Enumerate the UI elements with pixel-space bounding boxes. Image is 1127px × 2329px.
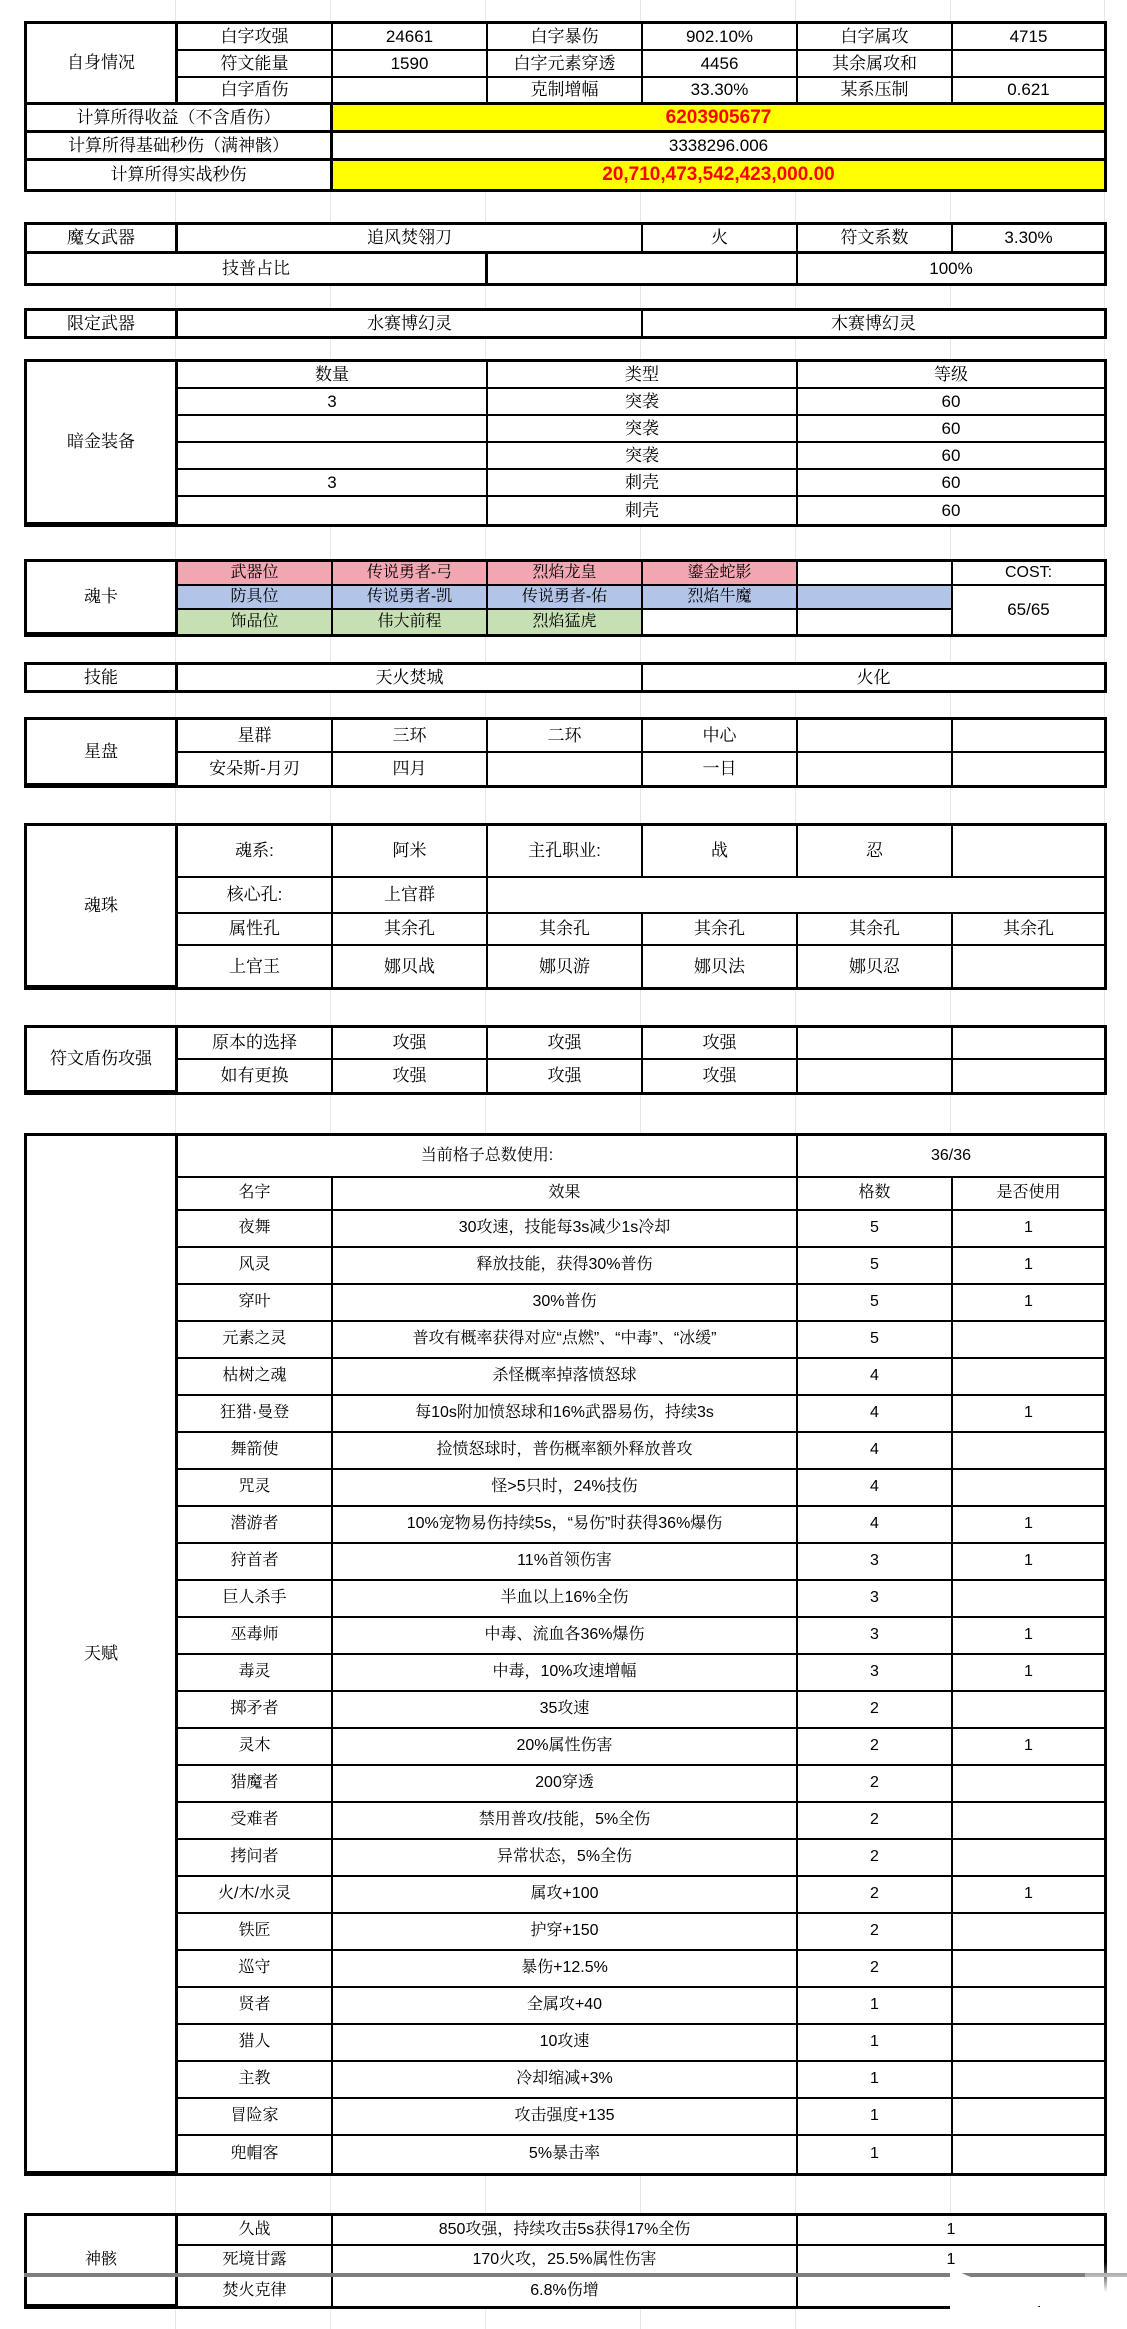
talent-name: 元素之灵 — [178, 1322, 333, 1359]
soul-card-slot: 防具位 — [178, 586, 333, 610]
talent-cells: 2 — [798, 1692, 953, 1729]
limited-weapon-left: 水赛博幻灵 — [178, 311, 643, 336]
talent-effect: 护穿+150 — [333, 1914, 798, 1951]
talent-name: 拷问者 — [178, 1840, 333, 1877]
section-label-relics: 神骸 — [27, 2216, 178, 2306]
talent-name: 巨人杀手 — [178, 1581, 333, 1618]
soul-bead-table — [24, 823, 1107, 990]
talent-used: 1 — [953, 1544, 1104, 1581]
talent-used — [953, 1951, 1104, 1988]
stat-label: 某系压制 — [798, 78, 953, 105]
stat-value: 0.621 — [953, 78, 1104, 105]
bead-cell: 其余孔 — [643, 914, 798, 946]
section-label-limited-weapon: 限定武器 — [27, 311, 178, 336]
dark-gold-gear-table — [24, 359, 1107, 527]
gear-qty — [178, 443, 488, 470]
talent-name: 潜游者 — [178, 1507, 333, 1544]
star-disc-table — [24, 717, 1107, 788]
bead-cell: 战 — [643, 826, 798, 878]
talent-effect: 攻击强度+135 — [333, 2099, 798, 2136]
gear-type: 突袭 — [488, 389, 798, 416]
talent-name: 巫毒师 — [178, 1618, 333, 1655]
section-label-star-disc: 星盘 — [27, 720, 178, 785]
talent-effect: 中毒，10%攻速增幅 — [333, 1655, 798, 1692]
talent-effect: 11%首领伤害 — [333, 1544, 798, 1581]
bead-cell: 其余孔 — [798, 914, 953, 946]
talent-cells: 3 — [798, 1655, 953, 1692]
talent-used: 1 — [953, 1877, 1104, 1914]
soul-card-slot: 饰品位 — [178, 610, 333, 634]
talent-used — [953, 2136, 1104, 2173]
column-header: 是否使用 — [953, 1178, 1104, 1211]
soul-card: 传说勇者-弓 — [333, 562, 488, 586]
talent-used: 1 — [953, 1285, 1104, 1322]
talent-cells: 1 — [798, 2136, 953, 2173]
talent-name: 夜舞 — [178, 1211, 333, 1248]
white-fade-artifact — [1085, 2262, 1127, 2329]
star-cell: 安朵斯-月刃 — [178, 753, 333, 785]
stat-label: 其余属攻和 — [798, 51, 953, 78]
rune-cell: 原本的选择 — [178, 1028, 333, 1060]
star-cell: 三环 — [333, 720, 488, 753]
talent-effect: 半血以上16%全伤 — [333, 1581, 798, 1618]
talent-effect: 10%宠物易伤持续5s，“易伤”时获得36%爆伤 — [333, 1507, 798, 1544]
star-cell: 二环 — [488, 720, 643, 753]
skill-left: 天火焚城 — [178, 665, 643, 690]
talent-cells: 4 — [798, 1396, 953, 1433]
talent-cells: 1 — [798, 1988, 953, 2025]
rune-cell: 攻强 — [643, 1028, 798, 1060]
relic-table — [24, 2213, 1107, 2309]
bead-cell: 娜贝忍 — [798, 946, 953, 987]
bead-cell: 上官群 — [333, 878, 488, 914]
section-label-talents: 天赋 — [27, 1136, 178, 2173]
rune-cell: 如有更换 — [178, 1060, 333, 1092]
soul-card: 烈焰龙皇 — [488, 562, 643, 586]
relic-used: 1 — [798, 2246, 1104, 2276]
talent-name: 毒灵 — [178, 1655, 333, 1692]
relic-effect: 850攻强，持续攻击5s获得17%全伤 — [333, 2216, 798, 2246]
talent-effect: 异常状态，5%全伤 — [333, 1840, 798, 1877]
talent-cells: 4 — [798, 1507, 953, 1544]
rune-cell — [953, 1028, 1104, 1060]
talent-effect: 每10s附加愤怒球和16%武器易伤，持续3s — [333, 1396, 798, 1433]
talent-name: 猎人 — [178, 2025, 333, 2062]
bead-cell: 主孔职业: — [488, 826, 643, 878]
talent-used: 1 — [953, 1729, 1104, 1766]
star-cell: 星群 — [178, 720, 333, 753]
gear-level: 60 — [798, 416, 1104, 443]
talent-effect: 30%普伤 — [333, 1285, 798, 1322]
gear-type: 刺壳 — [488, 497, 798, 524]
talent-cells: 4 — [798, 1433, 953, 1470]
gear-type: 刺壳 — [488, 470, 798, 497]
talent-effect: 全属攻+40 — [333, 1988, 798, 2025]
talent-used: 1 — [953, 1211, 1104, 1248]
talent-used: 1 — [953, 1618, 1104, 1655]
star-cell — [798, 720, 953, 753]
talent-used — [953, 1581, 1104, 1618]
talent-name: 穿叶 — [178, 1285, 333, 1322]
section-label-dark-gold: 暗金装备 — [27, 362, 178, 524]
talent-cells: 5 — [798, 1285, 953, 1322]
star-cell: 四月 — [333, 753, 488, 785]
limited-weapon-table — [24, 308, 1107, 339]
talent-name: 灵木 — [178, 1729, 333, 1766]
column-header: 格数 — [798, 1178, 953, 1211]
talent-name: 掷矛者 — [178, 1692, 333, 1729]
calc-label: 计算所得收益（不含盾伤） — [27, 105, 333, 133]
gear-qty — [178, 416, 488, 443]
stat-value: 4456 — [643, 51, 798, 78]
talent-effect: 200穿透 — [333, 1766, 798, 1803]
soul-card: 伟大前程 — [333, 610, 488, 634]
gear-level: 60 — [798, 389, 1104, 416]
skill-right: 火化 — [856, 667, 891, 687]
talent-used — [953, 2025, 1104, 2062]
talent-cells: 2 — [798, 1729, 953, 1766]
stat-value: 33.30% — [643, 78, 798, 105]
star-cell: 中心 — [643, 720, 798, 753]
talent-used — [953, 2099, 1104, 2136]
talent-name: 冒险家 — [178, 2099, 333, 2136]
rune-shield-attack-table — [24, 1025, 1107, 1095]
witch-weapon-table — [24, 222, 1107, 286]
talent-used — [953, 1840, 1104, 1877]
bead-cell: 娜贝战 — [333, 946, 488, 987]
talent-used: 1 — [953, 1507, 1104, 1544]
relic-used: 1 — [798, 2216, 1104, 2246]
talent-effect: 怪>5只时，24%技伤 — [333, 1470, 798, 1507]
bead-cell-empty — [488, 878, 1104, 914]
talent-used — [953, 2062, 1104, 2099]
soul-card: 鎏金蛇影 — [643, 562, 798, 586]
talent-effect: 释放技能，获得30%普伤 — [333, 1248, 798, 1285]
talent-name: 受难者 — [178, 1803, 333, 1840]
talent-cells: 3 — [798, 1618, 953, 1655]
talent-cells: 2 — [798, 1840, 953, 1877]
skill-table — [24, 662, 1107, 693]
rune-coef-label: 符文系数 — [798, 225, 953, 254]
gear-qty: 3 — [178, 470, 488, 497]
talent-effect: 20%属性伤害 — [333, 1729, 798, 1766]
rune-cell: 攻强 — [488, 1060, 643, 1092]
stat-value: 1590 — [333, 51, 488, 78]
column-header: 等级 — [798, 362, 1104, 389]
talent-cells: 2 — [798, 1803, 953, 1840]
calc-value-highlight: 6203905677 — [333, 105, 1104, 133]
section-label-skill: 技能 — [27, 665, 178, 690]
skill-ratio-blank — [488, 254, 798, 283]
soul-card-empty — [798, 562, 953, 586]
star-cell — [953, 720, 1104, 753]
gear-type: 突袭 — [488, 443, 798, 470]
section-label-rune-choice: 符文盾伤攻强 — [27, 1028, 178, 1092]
stat-label: 克制增幅 — [488, 78, 643, 105]
talent-name: 舞箭使 — [178, 1433, 333, 1470]
rune-cell: 攻强 — [488, 1028, 643, 1060]
talent-effect: 禁用普攻/技能，5%全伤 — [333, 1803, 798, 1840]
soul-card-empty — [798, 586, 953, 610]
section-label-witch-weapon: 魔女武器 — [27, 225, 178, 254]
skill-ratio-value: 100% — [929, 258, 973, 278]
relic-effect: 6.8%伤增 — [333, 2276, 798, 2306]
talent-name: 巡守 — [178, 1951, 333, 1988]
calc-value: 3338296.006 — [333, 133, 1104, 161]
talent-name: 火/木/水灵 — [178, 1877, 333, 1914]
talent-name: 主教 — [178, 2062, 333, 2099]
talent-cells: 1 — [798, 2062, 953, 2099]
calc-label: 计算所得实战秒伤 — [27, 161, 333, 189]
rune-cell: 攻强 — [333, 1028, 488, 1060]
calc-label: 计算所得基础秒伤（满神骸） — [27, 133, 333, 161]
talent-cells: 2 — [798, 1914, 953, 1951]
soul-card: 烈焰牛魔 — [643, 586, 798, 610]
talent-cells: 3 — [798, 1581, 953, 1618]
bead-cell: 其余孔 — [333, 914, 488, 946]
soul-card-table — [24, 559, 1107, 637]
rune-coef-value: 3.30% — [953, 225, 1104, 254]
self-status-table — [24, 21, 1107, 192]
gear-qty: 3 — [178, 389, 488, 416]
weapon-element: 火 — [643, 225, 798, 254]
talent-used — [953, 1988, 1104, 2025]
rune-cell — [953, 1060, 1104, 1092]
talent-used: 1 — [953, 1655, 1104, 1692]
talent-used — [953, 1914, 1104, 1951]
stat-value — [333, 78, 488, 105]
stat-label: 符文能量 — [178, 51, 333, 78]
gear-level: 60 — [798, 443, 1104, 470]
talent-cells: 1 — [798, 2025, 953, 2062]
bead-cell — [953, 946, 1104, 987]
talent-table — [24, 1133, 1107, 2176]
talent-effect: 中毒、流血各36%爆伤 — [333, 1618, 798, 1655]
gear-type: 突袭 — [488, 416, 798, 443]
stat-value: 4715 — [953, 24, 1104, 51]
talent-used: 1 — [953, 1396, 1104, 1433]
gear-qty — [178, 497, 488, 524]
soul-card-empty — [798, 610, 953, 634]
cost-value: 65/65 — [1007, 600, 1050, 620]
talent-cells: 5 — [798, 1211, 953, 1248]
stat-label: 白字元素穿透 — [488, 51, 643, 78]
soul-card-slot: 武器位 — [178, 562, 333, 586]
bead-cell: 上官王 — [178, 946, 333, 987]
gear-level: 60 — [798, 470, 1104, 497]
stat-label: 白字攻强 — [178, 24, 333, 51]
bead-cell: 阿米 — [333, 826, 488, 878]
talent-name: 狩首者 — [178, 1544, 333, 1581]
talent-effect: 冷却缩减+3% — [333, 2062, 798, 2099]
talent-effect: 35攻速 — [333, 1692, 798, 1729]
talent-cells: 5 — [798, 1322, 953, 1359]
talent-used — [953, 1433, 1104, 1470]
relic-effect: 170火攻，25.5%属性伤害 — [333, 2246, 798, 2276]
soul-card: 传说勇者-凯 — [333, 586, 488, 610]
stat-label: 白字属攻 — [798, 24, 953, 51]
column-header: 数量 — [178, 362, 488, 389]
talent-used — [953, 1322, 1104, 1359]
talent-name: 狂猎·曼登 — [178, 1396, 333, 1433]
rune-cell — [798, 1028, 953, 1060]
talent-cells: 3 — [798, 1544, 953, 1581]
skill-ratio-label: 技普占比 — [27, 254, 488, 283]
talent-effect: 捡愤怒球时，普伤概率额外释放普攻 — [333, 1433, 798, 1470]
talent-name: 枯树之魂 — [178, 1359, 333, 1396]
talent-effect: 5%暴击率 — [333, 2136, 798, 2173]
section-label-soul-bead: 魂珠 — [27, 826, 178, 987]
bead-cell: 属性孔 — [178, 914, 333, 946]
talent-used — [953, 1692, 1104, 1729]
talent-used — [953, 1766, 1104, 1803]
bead-cell: 魂系: — [178, 826, 333, 878]
cost-label: COST: — [953, 562, 1104, 586]
talent-effect: 属攻+100 — [333, 1877, 798, 1914]
relic-name: 焚火克律 — [178, 2276, 333, 2306]
bead-cell: 核心孔: — [178, 878, 333, 914]
star-cell — [488, 753, 643, 785]
bead-cell — [953, 826, 1104, 878]
talent-cells: 5 — [798, 1248, 953, 1285]
weapon-name: 追风焚翎刀 — [178, 225, 643, 254]
talent-cells: 2 — [798, 1877, 953, 1914]
stat-value: 902.10% — [643, 24, 798, 51]
bead-cell: 其余孔 — [488, 914, 643, 946]
column-header: 名字 — [178, 1178, 333, 1211]
relic-name: 久战 — [178, 2216, 333, 2246]
talent-cells: 4 — [798, 1359, 953, 1396]
talent-used — [953, 1359, 1104, 1396]
talent-effect: 普攻有概率获得对应“点燃”、“中毒”、“冰缓” — [333, 1322, 798, 1359]
rune-cell: 攻强 — [643, 1060, 798, 1092]
talent-name: 铁匠 — [178, 1914, 333, 1951]
talent-cells: 2 — [798, 1766, 953, 1803]
bead-cell: 娜贝游 — [488, 946, 643, 987]
talent-used — [953, 1470, 1104, 1507]
bead-cell: 娜贝法 — [643, 946, 798, 987]
talent-cells: 2 — [798, 1951, 953, 1988]
talent-usage-value: 36/36 — [798, 1136, 1104, 1178]
talent-effect: 杀怪概率掉落愤怒球 — [333, 1359, 798, 1396]
stat-value — [953, 51, 1104, 78]
limited-weapon-right: 木赛博幻灵 — [831, 313, 916, 333]
column-header: 类型 — [488, 362, 798, 389]
rune-cell: 攻强 — [333, 1060, 488, 1092]
talent-effect: 10攻速 — [333, 2025, 798, 2062]
talent-usage-label: 当前格子总数使用: — [178, 1136, 798, 1178]
stat-value: 24661 — [333, 24, 488, 51]
calc-value-highlight: 20,710,473,542,423,000.00 — [333, 161, 1104, 189]
gear-level: 60 — [941, 500, 961, 520]
talent-cells: 4 — [798, 1470, 953, 1507]
talent-name: 咒灵 — [178, 1470, 333, 1507]
talent-effect: 暴伤+12.5% — [333, 1951, 798, 1988]
bead-cell: 其余孔 — [953, 914, 1104, 946]
star-cell — [953, 753, 1104, 785]
talent-name: 风灵 — [178, 1248, 333, 1285]
relic-name: 死境甘露 — [178, 2246, 333, 2276]
talent-cells: 1 — [798, 2099, 953, 2136]
stat-label: 白字盾伤 — [178, 78, 333, 105]
talent-name: 贤者 — [178, 1988, 333, 2025]
soul-card: 传说勇者-佑 — [488, 586, 643, 610]
stat-label: 白字暴伤 — [488, 24, 643, 51]
rune-cell — [798, 1060, 953, 1092]
talent-name: 兜帽客 — [178, 2136, 333, 2173]
star-cell — [798, 753, 953, 785]
talent-effect: 30攻速，技能每3s减少1s冷却 — [333, 1211, 798, 1248]
talent-used — [953, 1803, 1104, 1840]
soul-card-empty — [643, 610, 798, 634]
section-label-soul-card: 魂卡 — [27, 562, 178, 634]
talent-name: 猎魔者 — [178, 1766, 333, 1803]
soul-card: 烈焰猛虎 — [488, 610, 643, 634]
bead-cell: 忍 — [798, 826, 953, 878]
star-cell: 一日 — [643, 753, 798, 785]
section-label-self-status: 自身情况 — [27, 24, 178, 105]
column-header: 效果 — [333, 1178, 798, 1211]
talent-used: 1 — [953, 1248, 1104, 1285]
